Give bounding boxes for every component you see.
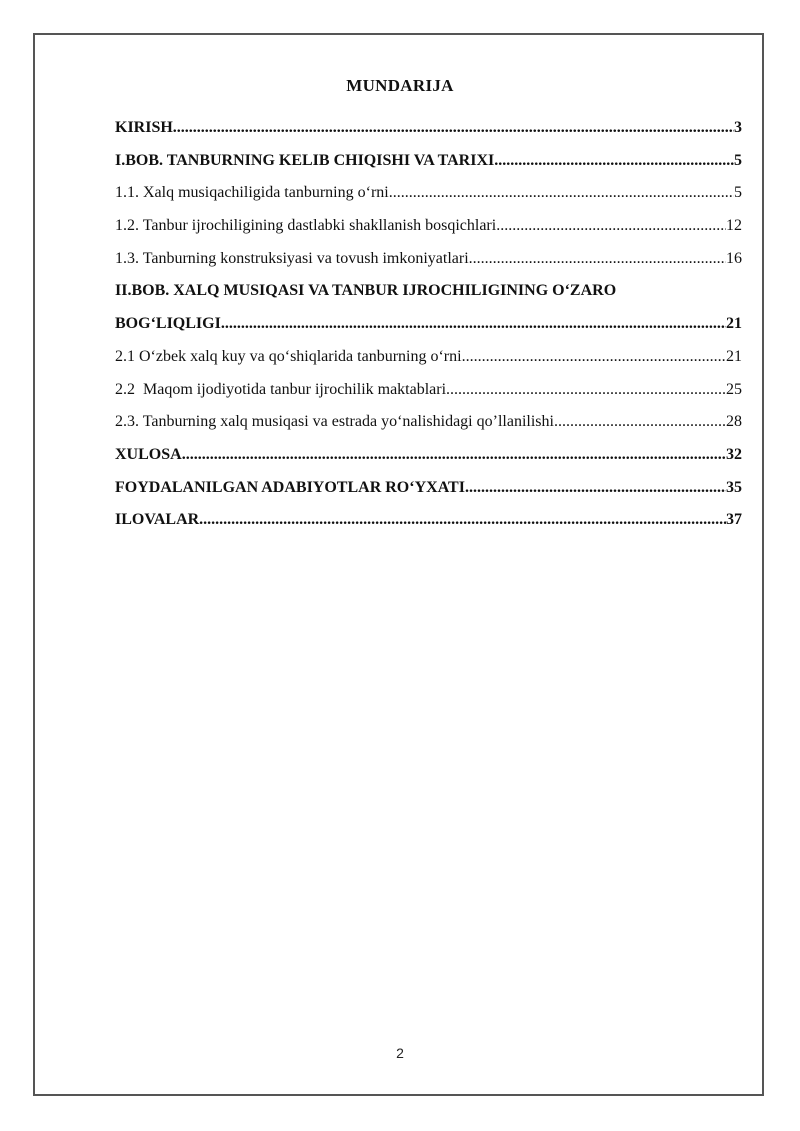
toc-entry-page: 5 xyxy=(734,184,742,202)
toc-entry-page: 3 xyxy=(734,119,742,136)
toc-dot-leader xyxy=(182,439,726,472)
toc-entry-label: I.BOB. TANBURNING KELIB CHIQISHI VA TARIXI xyxy=(115,151,495,169)
toc-dot-leader xyxy=(496,210,726,243)
toc-entry-page: 5 xyxy=(734,151,742,169)
toc-entry-label: ILOVALAR xyxy=(115,511,200,529)
document-title: MUNDARIJA xyxy=(346,76,454,95)
toc-entry-section-2-1[interactable] xyxy=(115,341,742,374)
toc-entry-label: KIRISH xyxy=(115,119,173,136)
toc-entry-section-1-3[interactable] xyxy=(115,243,742,276)
toc-entry-section-2-2[interactable] xyxy=(115,374,742,407)
toc-entry-label: 1.1. Xalq musiqachiligida tanburning o‘rni xyxy=(115,184,389,202)
toc-entry-adabiyotlar[interactable] xyxy=(115,472,742,505)
toc-entry-page: 35 xyxy=(726,478,742,496)
toc-entry-page: 21 xyxy=(726,315,742,333)
toc-entry-page: 37 xyxy=(726,511,742,529)
toc-dot-leader xyxy=(446,374,726,407)
toc-entry-page: 21 xyxy=(726,347,742,365)
toc-entry-label: 2.3. Tanburning xalq musiqasi va estrada yo‘nalishidagi qo’llanilishi xyxy=(115,413,554,431)
toc-entry-page: 16 xyxy=(726,249,742,267)
toc-dot-leader xyxy=(554,406,726,439)
toc-entry-page: 25 xyxy=(726,380,742,398)
toc-entry-page: 32 xyxy=(726,445,742,463)
toc-dot-leader xyxy=(469,243,726,276)
toc-entry-label: FOYDALANILGAN ADABIYOTLAR RO‘YXATI xyxy=(115,478,465,496)
toc-entry-ilovalar[interactable] xyxy=(115,504,742,537)
toc-entry-page: 12 xyxy=(726,217,742,235)
toc-entry-xulosa[interactable] xyxy=(115,439,742,472)
toc-entry-label: 1.3. Tanburning konstruksiyasi va tovush imkoniyatlari xyxy=(115,249,469,267)
toc-entry-kirish[interactable] xyxy=(115,112,742,145)
table-of-contents xyxy=(115,112,742,537)
toc-entry-label: 2.1 O‘zbek xalq kuy va qo‘shiqlarida tanburning o‘rni xyxy=(115,347,462,365)
toc-entry-section-1-2[interactable] xyxy=(115,210,742,243)
toc-entry-label: 1.2. Tanbur ijrochiligining dastlabki shakllanish bosqichlari xyxy=(115,217,497,235)
toc-dot-leader xyxy=(221,308,726,341)
toc-dot-leader xyxy=(389,177,734,210)
toc-dot-leader xyxy=(173,112,734,145)
toc-entry-chapter-2-line-1[interactable] xyxy=(115,275,742,308)
toc-entry-label: II.BOB. XALQ MUSIQASI VA TANBUR IJROCHILIGINING O‘ZARO xyxy=(115,282,617,300)
toc-entry-label: BOG‘LIQLIGI xyxy=(115,315,221,333)
toc-dot-leader xyxy=(199,504,726,537)
toc-dot-leader xyxy=(465,472,726,505)
toc-entry-section-1-1[interactable] xyxy=(115,177,742,210)
toc-dot-leader xyxy=(462,341,726,374)
page-number: 2 xyxy=(396,1045,404,1061)
toc-entry-chapter-2-line-2[interactable] xyxy=(115,308,742,341)
toc-entry-page: 28 xyxy=(726,413,742,431)
toc-entry-label: 2.2 Maqom ijodiyotida tanbur ijrochilik maktablari xyxy=(115,380,447,398)
toc-entry-label: XULOSA xyxy=(115,445,182,463)
toc-entry-chapter-1[interactable] xyxy=(115,145,742,178)
toc-entry-section-2-3[interactable] xyxy=(115,406,742,439)
toc-dot-leader xyxy=(494,145,734,178)
